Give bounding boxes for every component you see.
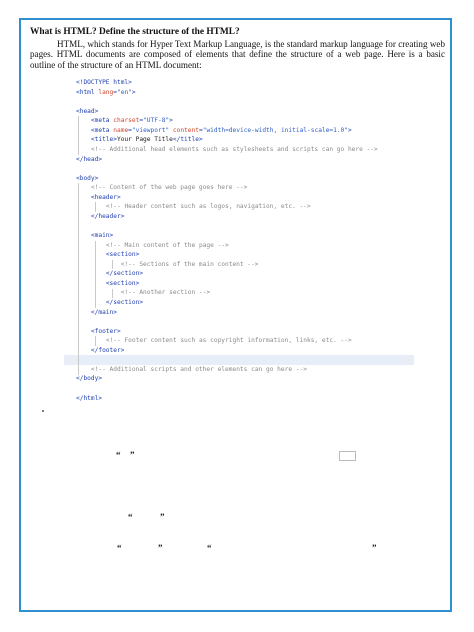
- indent-guide: [95, 202, 96, 212]
- code-token: <!-- Footer content such as copyright information, links, etc. -->: [105, 337, 352, 345]
- code-token: <!-- Another section -->: [120, 289, 211, 297]
- code-line: [64, 107, 414, 117]
- code-token: Your Page Title: [116, 136, 173, 144]
- code-token: "en": [117, 88, 132, 96]
- code-token: lang: [98, 88, 114, 96]
- code-token: </main>: [90, 308, 117, 316]
- code-line: [64, 221, 414, 231]
- quote-mark: ”: [158, 543, 163, 553]
- quote-mark: ”: [130, 450, 135, 460]
- code-token: </body>: [76, 375, 103, 383]
- code-token: "width=device-width, initial-scale=1.0": [202, 126, 349, 134]
- code-line: [64, 346, 414, 356]
- stray-dot: [42, 410, 44, 412]
- code-token: [76, 289, 121, 296]
- code-line: [64, 384, 414, 394]
- code-line: [64, 97, 414, 107]
- code-token: <html: [76, 88, 99, 96]
- code-token: <section>: [105, 279, 140, 287]
- code-line: [64, 336, 414, 346]
- code-token: [76, 270, 106, 277]
- code-line: [64, 116, 414, 126]
- code-line: [64, 78, 414, 88]
- code-token: [76, 261, 121, 268]
- code-line: [64, 298, 414, 308]
- code-line: [64, 288, 414, 298]
- code-token: </section>: [105, 270, 144, 278]
- code-line: [64, 193, 414, 203]
- code-token: </title>: [172, 136, 203, 144]
- code-token: </section>: [105, 298, 144, 306]
- code-token: >: [348, 126, 352, 134]
- code-line: [64, 260, 414, 270]
- code-token: <meta: [90, 126, 114, 134]
- code-line: [64, 317, 414, 327]
- code-token: <!DOCTYPE html>: [76, 79, 132, 86]
- code-token: =: [113, 88, 117, 96]
- code-token: [76, 251, 106, 258]
- code-line: [64, 126, 414, 136]
- code-token: "UTF-8": [143, 117, 170, 125]
- indent-guide: [95, 336, 96, 346]
- code-token: =: [139, 117, 144, 125]
- code-line: [64, 135, 414, 145]
- code-token: =: [128, 126, 132, 134]
- code-line: [64, 394, 414, 404]
- code-token: <footer>: [90, 327, 121, 335]
- code-token: name: [113, 126, 129, 134]
- code-token: [76, 203, 106, 210]
- code-token: </html>: [76, 394, 103, 402]
- code-token: [76, 280, 106, 287]
- code-line: [64, 250, 414, 260]
- code-token: =: [198, 126, 203, 134]
- code-token: <main>: [90, 232, 114, 239]
- quote-mark: “: [207, 543, 212, 553]
- quote-mark: ”: [160, 512, 165, 522]
- code-line: [64, 365, 414, 375]
- code-token: </footer>: [90, 346, 125, 354]
- quote-mark: ”: [372, 543, 377, 553]
- code-token: [76, 337, 106, 344]
- indent-guide: [78, 116, 79, 154]
- code-token: <meta: [90, 117, 114, 125]
- code-line: [64, 155, 414, 165]
- code-token: <header>: [90, 193, 121, 201]
- code-line: [64, 308, 414, 318]
- code-line: [64, 212, 414, 222]
- code-line: [64, 241, 414, 251]
- code-line: [64, 145, 414, 155]
- code-token: <section>: [105, 251, 140, 259]
- code-line: [64, 327, 414, 337]
- code-line: [64, 88, 414, 98]
- code-line: [64, 279, 414, 289]
- code-token: <title>: [90, 136, 117, 144]
- code-token: </head>: [76, 155, 103, 163]
- code-token: <!-- Header content such as logos, navigation, etc. -->: [105, 203, 311, 211]
- code-token: <!-- Main content of the page -->: [105, 241, 229, 249]
- code-token: >: [131, 88, 136, 96]
- code-token: <!-- Additional scripts and other elements can go here -->: [90, 365, 307, 373]
- html-code-snippet: [64, 78, 414, 403]
- code-token: "viewport": [131, 126, 170, 134]
- code-token: [76, 242, 106, 249]
- code-line: [64, 269, 414, 279]
- code-line: [64, 374, 414, 384]
- code-token: </header>: [90, 212, 125, 220]
- code-line: [64, 231, 414, 241]
- indent-guide: [78, 183, 79, 374]
- code-line: [64, 174, 414, 184]
- code-line: [64, 355, 414, 365]
- code-token: <head>: [76, 107, 99, 115]
- code-token: >: [169, 117, 173, 125]
- code-token: [76, 299, 106, 306]
- code-token: <body>: [76, 174, 99, 182]
- indent-guide: [112, 289, 113, 299]
- code-line: [64, 202, 414, 212]
- empty-box: [339, 451, 356, 461]
- code-token: <!-- Additional head elements such as stylesheets and scripts can go here -->: [90, 145, 378, 153]
- answer-paragraph: HTML, which stands for Hyper Text Markup Language, is the standard markup language for creating web pages. HTML documents are composed of elements that define the structure of a web page. Here is a basic outline of the structure of an HTML document:: [30, 38, 445, 70]
- quote-mark: “: [116, 450, 121, 460]
- indent-guide: [112, 260, 113, 270]
- code-token: <!-- Content of the web page goes here -->: [90, 184, 248, 192]
- code-line: [64, 183, 414, 193]
- code-token: <!-- Sections of the main content -->: [120, 260, 259, 268]
- question-heading: What is HTML? Define the structure of the HTML?: [30, 27, 240, 37]
- quote-mark: “: [128, 512, 133, 522]
- code-token: charset: [113, 117, 140, 125]
- code-token: content: [169, 126, 199, 134]
- code-line: [64, 164, 414, 174]
- quote-mark: “: [117, 543, 122, 553]
- indent-guide: [95, 241, 96, 308]
